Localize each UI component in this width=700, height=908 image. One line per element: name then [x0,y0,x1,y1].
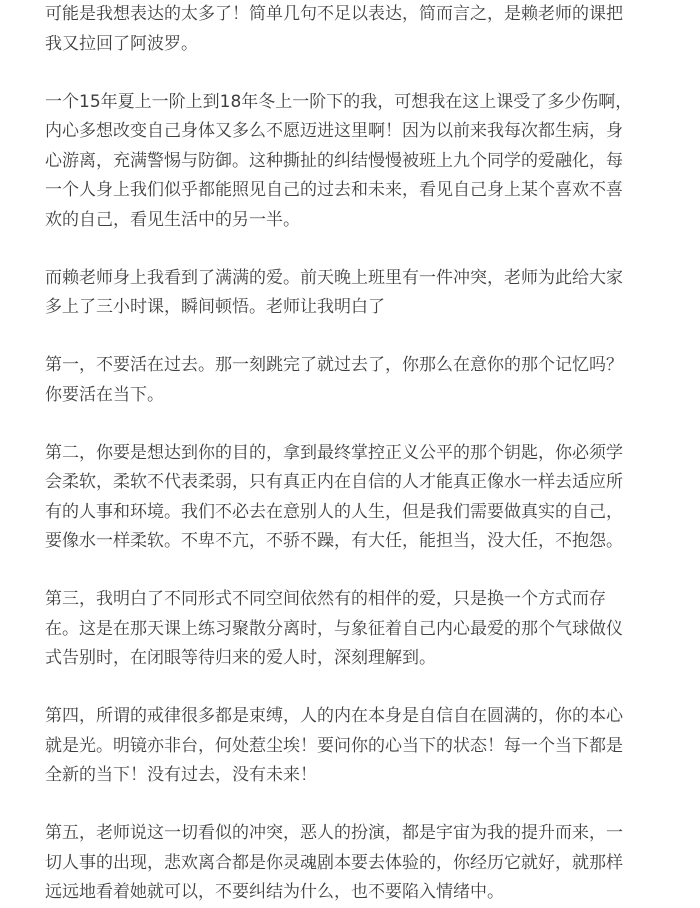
text-line: 多上了三小时课，瞬间顿悟。老师让我明白了 [45,297,385,317]
text-line: 欢的自己，看见生活中的另一半。 [45,209,300,230]
text-line: 就是光。明镜亦非台，何处惹尘埃！要问你的心当下的状态！每一个当下都是 [45,735,623,756]
paragraph-teacher-love [45,264,665,323]
text-line: 全新的当下！没有过去，没有未来！ [45,765,317,785]
paragraph-point-5 [45,819,665,908]
paragraph-point-2 [45,439,665,557]
text-line: 第三，我明白了不同形式不同空间依然有的相伴的爱，只是换一个方式而存 [45,589,606,609]
text-line: 远远地看着她就可以，不要纠结为什么，也不要陷入情绪中。 [45,882,504,902]
text-line: 一个人身上我们似乎都能照见自己的过去和未来，看见自己身上某个喜欢不喜 [45,180,623,200]
paragraph-spacer [45,59,665,88]
text-line: 切人事的出现，悲欢离合都是你灵魂剧本要去体验的，你经历它就好，就那样 [45,852,623,873]
paragraph-spacer [45,235,665,264]
text-line: 我又拉回了阿波罗。 [45,33,198,54]
paragraph-spacer [45,410,665,439]
paragraph-spacer [45,791,665,820]
text-line: 心游离，充满警惕与防御。这种撕扯的纠结慢慢被班上九个同学的爱融化，每 [45,150,623,171]
text-line: 要像水一样柔软。不卑不亢，不骄不躁，有大任，能担当，没大任，不抱怨。 [45,531,623,551]
text-line: 第四，所谓的戒律很多都是束缚，人的内在本身是自信自在圆满的，你的本心 [45,706,623,726]
text-line: 第一，不要活在过去。那一刻跳完了就过去了，你那么在意你的那个记忆吗？ [45,355,623,375]
paragraph-spacer [45,323,665,352]
paragraph-intro [45,0,665,59]
paragraph-spacer [45,674,665,703]
article-body [45,0,665,908]
text-line: 第五，老师说这一切看似的冲突，恶人的扮演，都是宇宙为我的提升而来，一 [45,823,623,843]
text-line: 可能是我想表达的太多了！简单几句不足以表达，简而言之，是赖老师的课把 [45,4,623,24]
text-line: 内心多想改变自己身体又多么不愿迈进这里啊！因为以前来我每次都生病，身 [45,121,623,141]
text-line: 会柔软，柔软不代表柔弱，只有真正内在自信的人才能真正像水一样去适应所 [45,472,623,492]
text-line: 一个15年夏上一阶上到18年冬上一阶下的我，可想我在这上课受了多少伤啊， [45,91,633,112]
text-line: 第二，你要是想达到你的目的，拿到最终掌控正义公平的那个钥匙，你必须学 [45,442,623,463]
paragraph-point-1 [45,351,665,410]
text-line: 而赖老师身上我看到了满满的爱。前天晚上班里有一件冲突，老师为此给大家 [45,267,623,288]
text-line: 在。这是在那天课上练习聚散分离时，与象征着自己内心最爱的那个气球做仪 [45,618,623,639]
text-line: 式告别时，在闭眼等待归来的爱人时，深刻理解到。 [45,648,436,668]
paragraph-experience [45,88,665,236]
paragraph-spacer [45,557,665,586]
paragraph-point-3 [45,585,665,674]
paragraph-point-4 [45,702,665,791]
text-line: 有的人事和环境。我们不必去在意别人的人生，但是我们需要做真实的自己， [45,501,623,522]
text-line: 你要活在当下。 [45,384,164,405]
